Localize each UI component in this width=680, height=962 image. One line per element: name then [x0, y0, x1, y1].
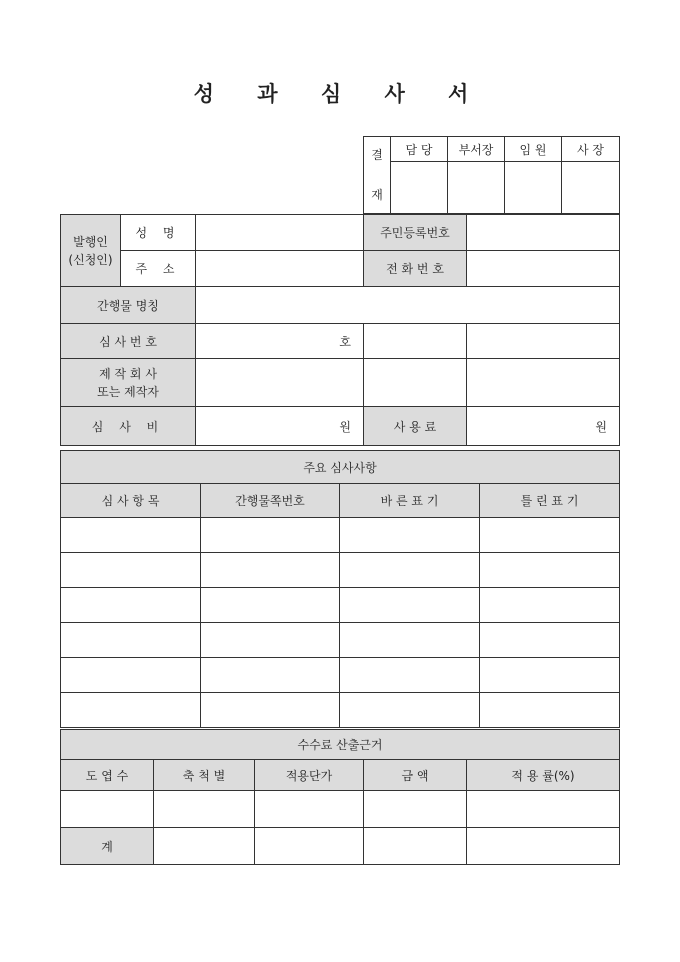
- publication-name-field[interactable]: [196, 287, 620, 324]
- fee-col-scale: 축 척 별: [154, 760, 255, 791]
- producer-label-cell: [61, 359, 196, 407]
- total-row: [61, 828, 620, 865]
- cell[interactable]: [61, 588, 201, 623]
- resident-no-field[interactable]: [467, 215, 620, 251]
- cell[interactable]: [340, 553, 480, 588]
- cell[interactable]: [480, 623, 620, 658]
- name-label: 성 명: [121, 215, 196, 251]
- cell[interactable]: [340, 623, 480, 658]
- producer-extra-2[interactable]: [467, 359, 620, 407]
- approval-header-president: 사 장: [562, 137, 620, 162]
- usage-fee-field[interactable]: [467, 407, 620, 446]
- review-col-item: 심 사 항 목: [61, 484, 201, 518]
- review-no-field[interactable]: [196, 324, 364, 359]
- address-label: 주 소: [121, 251, 196, 287]
- issuer-label-cell: [61, 215, 121, 287]
- review-no-extra-2[interactable]: [467, 324, 620, 359]
- total-unit-price-cell[interactable]: [255, 828, 364, 865]
- review-fee-field[interactable]: [196, 407, 364, 446]
- cell[interactable]: [480, 518, 620, 553]
- cell[interactable]: [61, 623, 201, 658]
- cell[interactable]: [480, 658, 620, 693]
- resident-no-label: 주민등록번호: [364, 215, 467, 251]
- issuer-label: 발행인: [73, 234, 108, 249]
- review-no-label: 심 사 번 호: [61, 324, 196, 359]
- cell[interactable]: [201, 693, 340, 728]
- cell[interactable]: [201, 518, 340, 553]
- table-row: [61, 518, 620, 553]
- fee-col-sheets: 도 엽 수: [61, 760, 154, 791]
- fee-col-unit-price: 적용단가: [255, 760, 364, 791]
- review-col-incorrect: 틀 린 표 기: [480, 484, 620, 518]
- fee-calculation-table: [60, 729, 620, 865]
- cell[interactable]: [201, 588, 340, 623]
- usage-fee-unit: 원: [595, 419, 607, 434]
- total-rate-cell[interactable]: [467, 828, 620, 865]
- cell[interactable]: [480, 553, 620, 588]
- approval-box: [363, 136, 620, 214]
- cell[interactable]: [340, 658, 480, 693]
- cell[interactable]: [480, 588, 620, 623]
- total-amount-cell[interactable]: [364, 828, 467, 865]
- cell[interactable]: [61, 693, 201, 728]
- approval-header-manager: 부서장: [448, 137, 505, 162]
- table-row: [61, 693, 620, 728]
- producer-label-line1: 제 작 회 사: [99, 366, 157, 381]
- approval-header-staff: 담 당: [391, 137, 448, 162]
- review-col-page: 간행물쪽번호: [201, 484, 340, 518]
- approval-sign-executive[interactable]: [505, 162, 562, 214]
- review-col-correct: 바 른 표 기: [340, 484, 480, 518]
- address-field[interactable]: [196, 251, 364, 287]
- publication-name-label: 간행물 명칭: [61, 287, 196, 324]
- table-row: [61, 553, 620, 588]
- cell[interactable]: [480, 693, 620, 728]
- document-title: 성 과 심 사 서: [193, 81, 487, 106]
- cell[interactable]: [61, 791, 154, 828]
- cell[interactable]: [364, 791, 467, 828]
- issuer-sub-label: (신청인): [68, 252, 113, 267]
- cell[interactable]: [201, 623, 340, 658]
- phone-field[interactable]: [467, 251, 620, 287]
- cell[interactable]: [61, 553, 201, 588]
- cell[interactable]: [154, 791, 255, 828]
- approval-sign-manager[interactable]: [448, 162, 505, 214]
- review-section-title: 주요 심사사항: [61, 451, 620, 484]
- cell[interactable]: [340, 588, 480, 623]
- cell[interactable]: [61, 658, 201, 693]
- producer-label-line2: 또는 제작자: [97, 384, 159, 399]
- fee-col-rate: 적 용 률(%): [467, 760, 620, 791]
- usage-fee-label: 사 용 료: [364, 407, 467, 446]
- cell[interactable]: [201, 553, 340, 588]
- total-scale-cell[interactable]: [154, 828, 255, 865]
- cell[interactable]: [340, 518, 480, 553]
- phone-label: 전 화 번 호: [364, 251, 467, 287]
- name-field[interactable]: [196, 215, 364, 251]
- cell[interactable]: [201, 658, 340, 693]
- approval-sign-staff[interactable]: [391, 162, 448, 214]
- producer-field[interactable]: [196, 359, 364, 407]
- cell[interactable]: [467, 791, 620, 828]
- cell[interactable]: [340, 693, 480, 728]
- approval-label-top: 결: [371, 148, 383, 162]
- approval-sign-president[interactable]: [562, 162, 620, 214]
- table-row: [61, 623, 620, 658]
- review-fee-unit: 원: [339, 419, 351, 434]
- review-items-table: [60, 450, 620, 728]
- table-row: [61, 588, 620, 623]
- approval-header-executive: 임 원: [505, 137, 562, 162]
- fee-section-title: 수수료 산출근거: [61, 730, 620, 760]
- review-no-suffix: 호: [339, 334, 351, 349]
- applicant-info-table: [60, 214, 620, 446]
- approval-label: [364, 137, 391, 214]
- total-label: 계: [61, 828, 154, 865]
- table-row: [61, 791, 620, 828]
- cell[interactable]: [61, 518, 201, 553]
- producer-extra-1[interactable]: [364, 359, 467, 407]
- fee-col-amount: 금 액: [364, 760, 467, 791]
- approval-label-bottom: 재: [371, 188, 383, 202]
- cell[interactable]: [255, 791, 364, 828]
- review-fee-label: 심 사 비: [61, 407, 196, 446]
- table-row: [61, 658, 620, 693]
- review-no-extra-1[interactable]: [364, 324, 467, 359]
